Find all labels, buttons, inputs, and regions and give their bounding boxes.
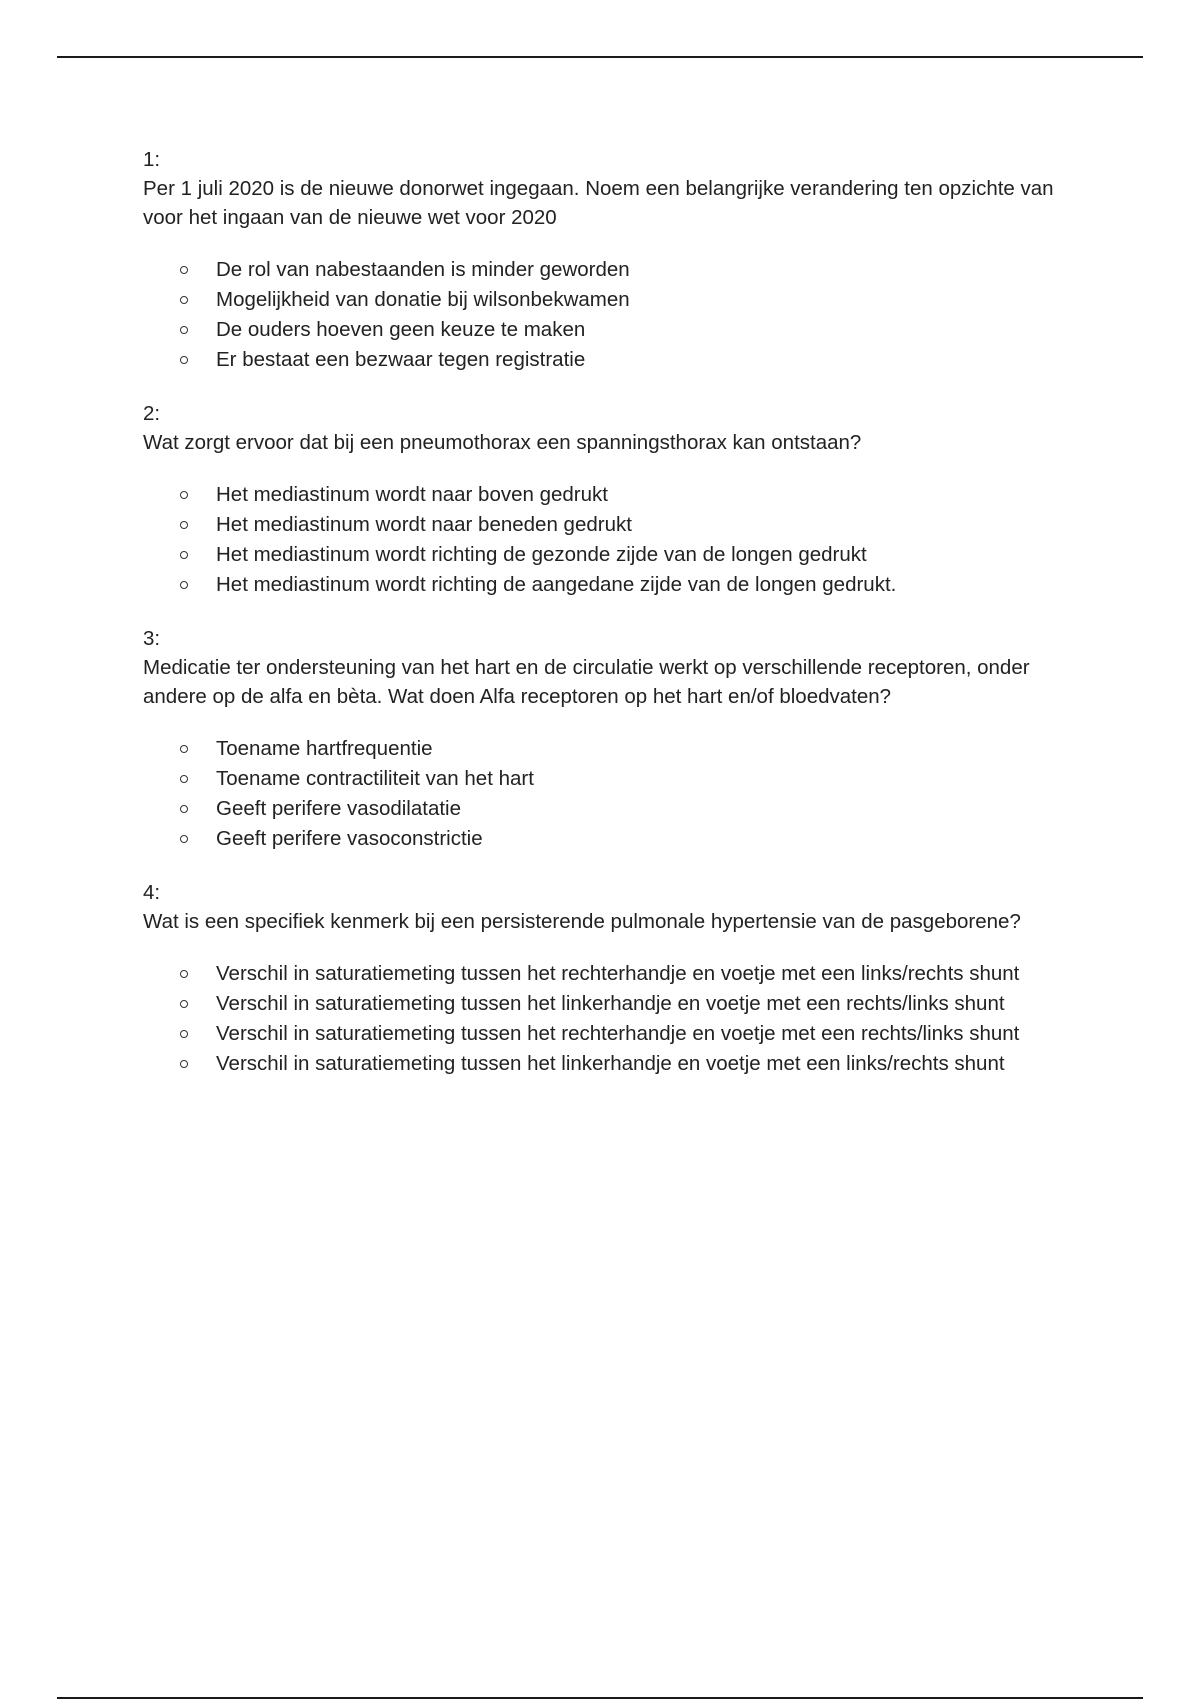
answer-option [143,1019,1063,1049]
circle-bullet-icon [180,970,188,978]
circle-bullet-icon [180,356,188,364]
circle-bullet-icon [180,551,188,559]
circle-bullet-icon [180,775,188,783]
answer-option [143,345,1063,375]
circle-bullet-icon [180,491,188,499]
answer-option [143,794,1063,824]
footer-rule [57,1697,1143,1699]
answer-option [143,480,1063,510]
answer-option-text: Toename contractiliteit van het hart [216,767,534,790]
question-text: Medicatie ter ondersteuning van het hart en de circulatie werkt op verschillende receptoren, onder andere op de alfa en bèta. Wat doen Alfa receptoren op het hart en/of bloedvaten? [143,656,1030,708]
circle-bullet-icon [180,296,188,304]
answer-option-text: Verschil in saturatiemeting tussen het rechterhandje en voetje met een links/rechts shunt [216,962,1020,985]
question-number: 3: [143,627,161,650]
question-text: Wat is een specifiek kenmerk bij een persisterende pulmonale hypertensie van de pasgeborene? [143,910,1021,933]
answer-options [143,734,1063,854]
answer-option-text: De rol van nabestaanden is minder geworden [216,258,630,281]
answer-option [143,255,1063,285]
answer-option-text: Er bestaat een bezwaar tegen registratie [216,348,586,371]
answer-option [143,824,1063,854]
circle-bullet-icon [180,805,188,813]
answer-option-text: Geeft perifere vasodilatatie [216,797,461,820]
circle-bullet-icon [180,1030,188,1038]
answer-option [143,1049,1063,1079]
question-text: Wat zorgt ervoor dat bij een pneumothorax een spanningsthorax kan ontstaan? [143,431,862,454]
answer-option-text: Het mediastinum wordt richting de aangedane zijde van de longen gedrukt. [216,573,897,596]
answer-option-text: Toename hartfrequentie [216,737,433,760]
answer-option [143,285,1063,315]
circle-bullet-icon [180,1000,188,1008]
answer-option [143,764,1063,794]
answer-option [143,315,1063,345]
question-text: Per 1 juli 2020 is de nieuwe donorwet ingegaan. Noem een belangrijke verandering ten opzichte van voor het ingaan van de nieuwe wet voor 2020 [143,177,1054,229]
answer-option-text: Verschil in saturatiemeting tussen het linkerhandje en voetje met een links/rechts shunt [216,1052,1005,1075]
answer-option-text: Verschil in saturatiemeting tussen het linkerhandje en voetje met een rechts/links shunt [216,992,1005,1015]
answer-option-text: De ouders hoeven geen keuze te maken [216,318,586,341]
answer-option-text: Het mediastinum wordt naar beneden gedrukt [216,513,632,536]
answer-options [143,255,1063,375]
circle-bullet-icon [180,581,188,589]
circle-bullet-icon [180,521,188,529]
answer-option [143,959,1063,989]
circle-bullet-icon [180,835,188,843]
question-number: 1: [143,148,161,171]
circle-bullet-icon [180,266,188,274]
question-number: 2: [143,402,161,425]
answer-option [143,540,1063,570]
question-4 [143,878,1063,1079]
answer-option [143,989,1063,1019]
question-3 [143,624,1063,854]
answer-options [143,480,1063,600]
answer-option [143,570,1063,600]
header-rule [57,56,1143,58]
answer-option-text: Mogelijkheid van donatie bij wilsonbekwamen [216,288,630,311]
question-1 [143,145,1063,375]
answer-option-text: Het mediastinum wordt richting de gezonde zijde van de longen gedrukt [216,543,867,566]
document-body [143,145,1063,1103]
answer-option [143,734,1063,764]
answer-options [143,959,1063,1079]
answer-option [143,510,1063,540]
circle-bullet-icon [180,1060,188,1068]
circle-bullet-icon [180,745,188,753]
circle-bullet-icon [180,326,188,334]
answer-option-text: Het mediastinum wordt naar boven gedrukt [216,483,608,506]
question-2 [143,399,1063,600]
answer-option-text: Verschil in saturatiemeting tussen het rechterhandje en voetje met een rechts/links shunt [216,1022,1020,1045]
question-number: 4: [143,881,161,904]
answer-option-text: Geeft perifere vasoconstrictie [216,827,483,850]
